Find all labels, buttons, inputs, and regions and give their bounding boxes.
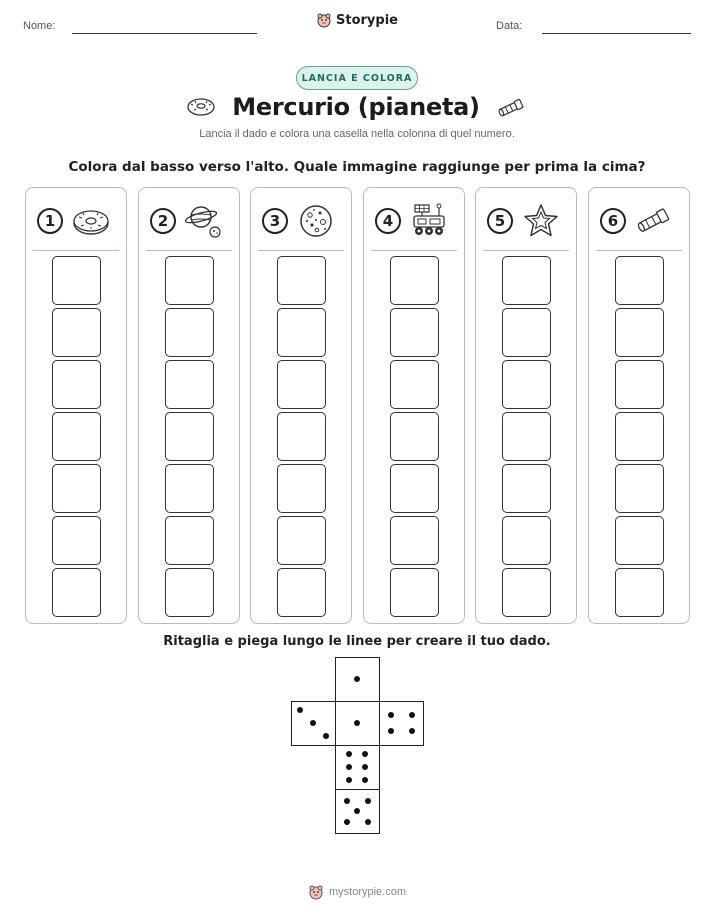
color-box[interactable] [52, 464, 101, 513]
die-pip [354, 808, 360, 814]
color-box[interactable] [390, 256, 439, 305]
storypie-mascot-icon [308, 884, 324, 900]
column-divider [596, 250, 682, 251]
color-box[interactable] [390, 516, 439, 565]
color-box[interactable] [277, 256, 326, 305]
die-pip [354, 676, 360, 682]
color-box[interactable] [52, 308, 101, 357]
die-pip [362, 764, 368, 770]
color-box[interactable] [165, 256, 214, 305]
die-pip [323, 733, 329, 739]
name-label: Nome: [23, 20, 56, 32]
date-label: Data: [496, 20, 523, 32]
rover-icon [409, 202, 449, 240]
subtitle: Lancia il dado e colora una casella nella colonna di quel numero. [199, 128, 515, 140]
column-2 [138, 187, 240, 624]
column-divider [146, 250, 232, 251]
color-box[interactable] [615, 464, 664, 513]
die-pip [362, 777, 368, 783]
die-face-3 [291, 701, 336, 746]
instruction: Colora dal basso verso l'alto. Quale immagine raggiunge per prima la cima? [68, 159, 646, 175]
color-box[interactable] [52, 412, 101, 461]
die-pip [365, 819, 371, 825]
column-divider [371, 250, 457, 251]
column-4 [363, 187, 465, 624]
column-number: 6 [600, 208, 626, 234]
column-number: 2 [150, 208, 176, 234]
brand-name: Storypie [336, 12, 398, 28]
die-face-5 [335, 789, 380, 834]
column-header [26, 202, 126, 238]
column-1 [25, 187, 127, 624]
die-pip [346, 751, 352, 757]
color-box[interactable] [165, 412, 214, 461]
color-box[interactable] [390, 308, 439, 357]
color-box[interactable] [615, 360, 664, 409]
die-pip [310, 720, 316, 726]
column-header [589, 202, 689, 238]
date-field[interactable] [542, 33, 691, 34]
moon-icon [296, 202, 336, 240]
die-face-6 [335, 745, 380, 790]
color-box[interactable] [390, 568, 439, 617]
color-box[interactable] [390, 464, 439, 513]
title-row [0, 93, 714, 121]
storypie-mascot-icon [316, 12, 332, 28]
color-box[interactable] [52, 256, 101, 305]
die-face-1 [335, 701, 380, 746]
color-box[interactable] [502, 464, 551, 513]
column-5 [475, 187, 577, 624]
color-box[interactable] [52, 360, 101, 409]
color-box[interactable] [390, 412, 439, 461]
die-pip [409, 728, 415, 734]
column-header [476, 202, 576, 238]
die-pip [297, 707, 303, 713]
color-box[interactable] [502, 412, 551, 461]
die-pip [344, 819, 350, 825]
color-box[interactable] [615, 568, 664, 617]
column-header [251, 202, 351, 238]
color-box[interactable] [165, 568, 214, 617]
column-number: 4 [375, 208, 401, 234]
column-number: 1 [37, 208, 63, 234]
color-box[interactable] [52, 568, 101, 617]
color-box[interactable] [165, 308, 214, 357]
donut-icon [71, 202, 111, 240]
planet-icon [184, 202, 224, 240]
footer-url: mystorypie.com [328, 886, 407, 898]
die-pip [346, 777, 352, 783]
telescope-icon [496, 97, 528, 117]
column-divider [258, 250, 344, 251]
color-box[interactable] [165, 464, 214, 513]
page-title: Mercurio (pianeta) [232, 93, 480, 121]
color-box[interactable] [277, 568, 326, 617]
column-number: 3 [262, 208, 288, 234]
color-box[interactable] [277, 360, 326, 409]
column-divider [33, 250, 119, 251]
column-header [364, 202, 464, 238]
color-box[interactable] [502, 568, 551, 617]
activity-badge: LANCIA E COLORA [296, 66, 418, 90]
column-number: 5 [487, 208, 513, 234]
die-pip [388, 728, 394, 734]
cut-instruction: Ritaglia e piega lungo le linee per creare il tuo dado. [163, 634, 551, 649]
die-pip [354, 720, 360, 726]
column-6 [588, 187, 690, 624]
telescope-icon [634, 202, 674, 240]
die-pip [344, 798, 350, 804]
footer [0, 884, 714, 900]
color-box[interactable] [277, 464, 326, 513]
color-box[interactable] [615, 256, 664, 305]
color-box[interactable] [502, 516, 551, 565]
color-box[interactable] [502, 360, 551, 409]
die-pip [362, 751, 368, 757]
color-box[interactable] [390, 360, 439, 409]
star-icon [521, 202, 561, 240]
die-face-1 [335, 657, 380, 702]
color-box[interactable] [277, 516, 326, 565]
die-pip [346, 764, 352, 770]
color-box[interactable] [52, 516, 101, 565]
name-field[interactable] [72, 33, 257, 34]
color-box[interactable] [277, 412, 326, 461]
column-header [139, 202, 239, 238]
color-box[interactable] [615, 516, 664, 565]
column-divider [483, 250, 569, 251]
color-box[interactable] [502, 308, 551, 357]
color-box[interactable] [502, 256, 551, 305]
die-face-4 [379, 701, 424, 746]
die-pip [388, 712, 394, 718]
die-pip [365, 798, 371, 804]
column-3 [250, 187, 352, 624]
color-box[interactable] [615, 308, 664, 357]
color-box[interactable] [165, 360, 214, 409]
donut-icon [186, 97, 216, 117]
color-box[interactable] [615, 412, 664, 461]
color-box[interactable] [277, 308, 326, 357]
color-box[interactable] [165, 516, 214, 565]
brand-logo [0, 12, 714, 28]
die-pip [409, 712, 415, 718]
